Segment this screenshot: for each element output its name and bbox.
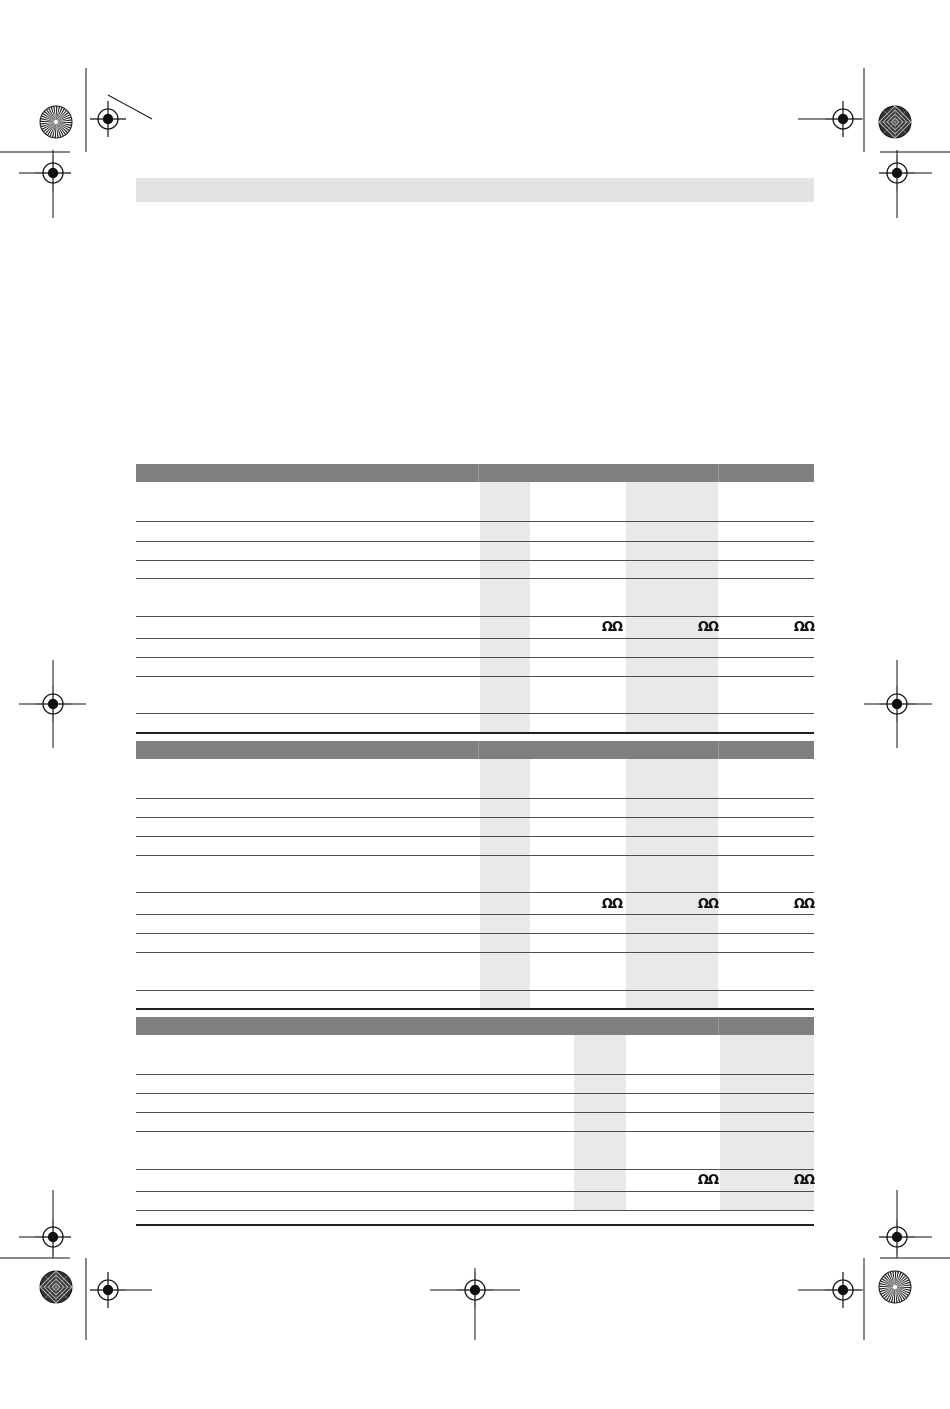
ear-protection-icon: ΩΩ: [601, 897, 622, 912]
ear-protection-icon: ΩΩ: [697, 897, 718, 912]
registration-target-icon: [90, 101, 126, 137]
ear-protection-icon: ΩΩ: [697, 1173, 718, 1188]
starburst-wheel-icon: [879, 1271, 911, 1303]
ear-protection-icon: ΩΩ: [601, 620, 622, 635]
starburst-wheel-icon: [40, 106, 72, 138]
ear-protection-icon: ΩΩ: [793, 897, 814, 912]
ear-protection-icon: ΩΩ: [793, 1173, 814, 1188]
ear-protection-icon: ΩΩ: [697, 620, 718, 635]
diamond-wheel-icon: [40, 1271, 72, 1303]
ear-protection-icon: ΩΩ: [793, 620, 814, 635]
diamond-wheel-icon: [879, 106, 911, 138]
